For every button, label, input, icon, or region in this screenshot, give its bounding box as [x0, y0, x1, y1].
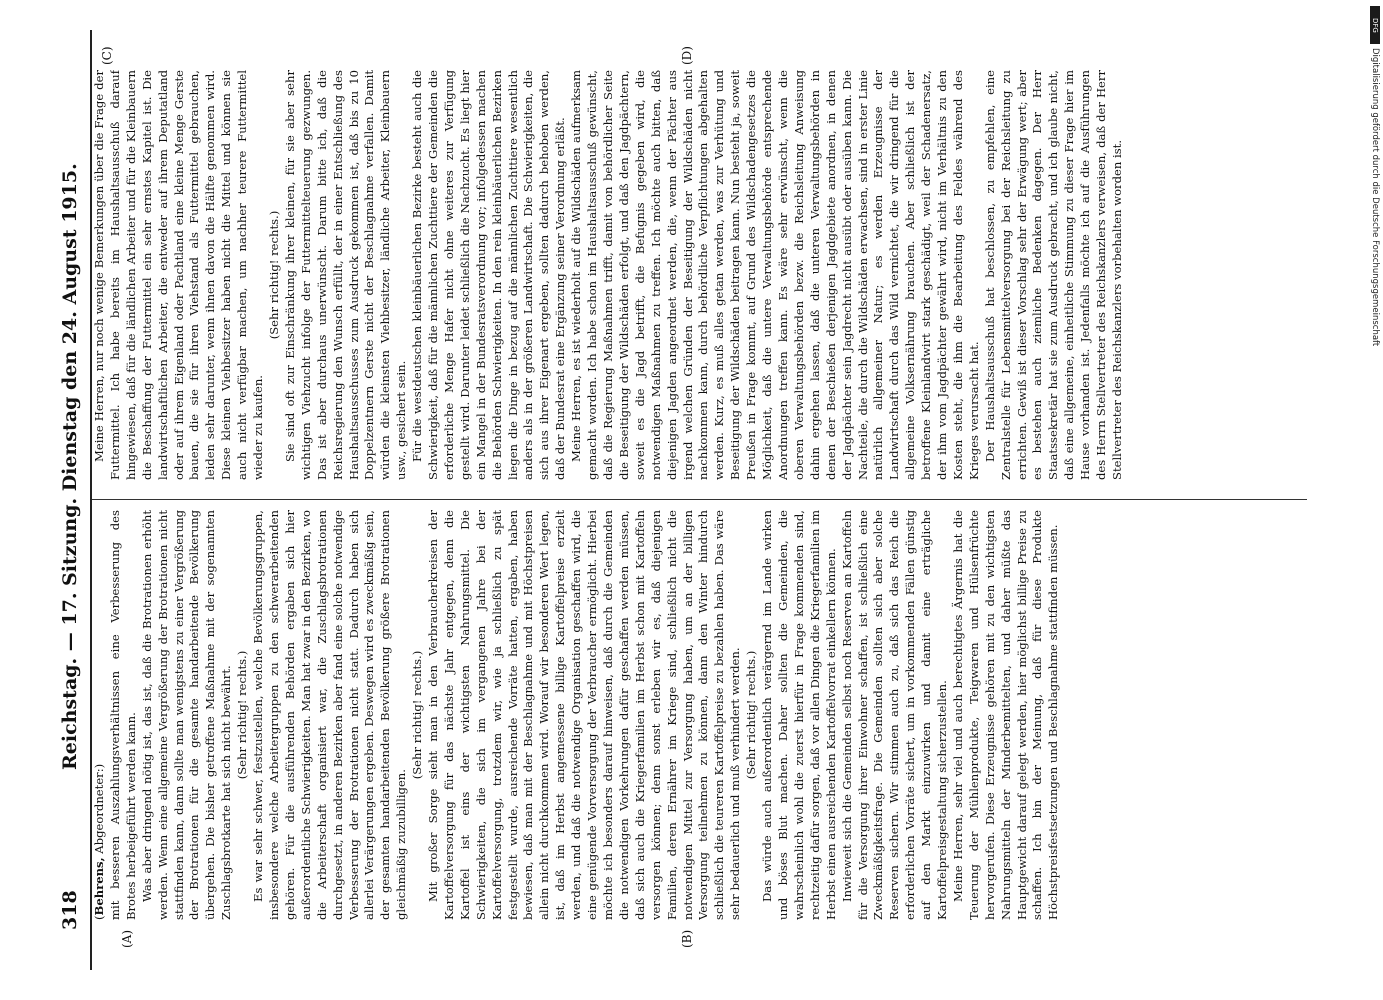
paragraph: Für die westdeutschen kleinbäuerlichen Bezirke besteht auch die Schwierigkeit, daß für die männlichen Zuchttiere der Gemeinden die erforderliche Menge Hafer nicht ohne weiteres zur Verfügung gestellt wird. Darunter leidet schließlich die Nachzucht. Es liegt hier ein Mangel in der Bundesratsverordnung vor; infolgedessen machen die Behörden Schwierigkeiten. In den rein kleinbäuerlichen Bezirken liegen die Dinge in bezug auf die männlichen Zuchttiere wesentlich anders als in der größeren Landwirtschaft. Die Schwierigkeiten, die sich aus ihrer Eigenart ergeben, sollten dadurch behoben werden, daß der Bundesrat eine Ergänzung seiner Verordnung erläßt.: [410, 70, 568, 480]
margin-letter-d: (D): [680, 46, 694, 65]
interjection: (Sehr richtig! rechts.): [410, 650, 425, 780]
column-rule: [92, 499, 1307, 500]
paragraph: Inwieweit sich die Gemeinden selbst noch Reserven an Kartoffeln für die Versorgung ihrer Einwohner schaffen, ist schließlich eine Zweckmäßigkeitsfrage. Die Gemeinden sollten sich aber solche Reserven sichern. Wir stimmen auch zu, daß sich das Reich die erforderlichen Vorräte sichert, um in vorkommenden Fällen günstig auf den Markt einzuwirken und damit eine erträgliche Kartoffelpreisgestaltung sicherzustellen.: [839, 510, 950, 920]
speaker-name: Behrens,: [92, 857, 106, 916]
paragraph: Meine Herren, es ist wiederholt auf die Wildschäden aufmerksam gemacht worden. Ich habe schon im Haushaltsausschuß gewünscht, daß die Regierung Maßnahmen trifft, damit von behördlicher Seite die Beseitigung der Wildschäden erfolgt, und daß den Jagdpächtern, soweit es die Jagd betrifft, die Befugnis gegeben wird, die notwendigen Maßnahmen zu treffen. Ich möchte auch bitten, daß diejenigen Jagden angeordnet werden, die, wenn der Pächter aus irgend welchen Gründen der Beseitigung der Wildschäden nicht nachkommen kann, durch behördliche Verpflichtungen abgehalten werden. Kurz, es muß alles getan werden, was zur Verhütung und Beseitigung der Wildschäden beitragen kann. Nun besteht ja, soweit Preußen in Frage kommt, auf Grund des Wildschadengesetzes die Möglichkeit, daß die untere Verwaltungsbehörde entsprechende Anordnungen treffen kann. Es wäre sehr erwünscht, wenn die oberen Verwaltungsbehörden bezw. die Reichsleitung Anweisung dahin ergehen lassen, daß die unteren Verwaltungsbehörden in denen der Beschießen derjenigen Jagdgebiete anordnen, in denen der Jagdpächter sein Jagdrecht nicht ausübt oder ausüben kann. Die Nachteile, die durch die Wildschäden erwachsen, sind in erster Linie natürlich allgemeiner Natur; es werden Erzeugnisse der Landwirtschaft durch das Wild vernichtet, die wir dringend für die allgemeine Volksernährung brauchen. Aber schließlich ist der betroffene Kleinlandwirt stark geschädigt, weil der Schadenersatz, der ihm vom Jagdpächter gewährt wird, nicht im Verhältnis zu den Kosten steht, die ihm die Bearbeitung des Feldes während des Krieges verursacht hat.: [569, 70, 981, 480]
margin-letter-a: (A): [120, 929, 134, 948]
text-column-right: [92, 70, 1307, 480]
paragraph: Es war sehr schwer, festzustellen, welche Bevölkerungsgruppen, insbesondere welche Arbeitergruppen zu den schwerarbeitenden gehören. Für die ausführenden Behörden ergaben sich hier außerordentliche Schwierigkeiten. Man hat zwar in den Bezirken, wo die Arbeiterschaft organisiert war, die Zuschlagsbrotrationen durchgesetzt, in anderen Bezirken aber fand eine solche notwendige Verbesserung der Brotrationen nicht statt. Dadurch haben sich allerlei Verärgerungen ergeben. Deswegen wird es zweckmäßig sein, der gesamten handarbeitenden Bevölkerung größere Brotrationen gleichmäßig zuzubilligen.: [251, 510, 409, 920]
speaker-line: (Behrens, Abgeordneter:): [92, 763, 106, 920]
paragraph: Der Haushaltsausschuß hat beschlossen, zu empfehlen, eine Zentralstelle für Lebensmittelversorgung bei der Reichsleitung zu errichten. Gewiß ist dieser Vorschlag sehr der Erwägung wert; aber es bestehen auch ziemliche Bedenken dagegen. Der Herr Staatssekretär hat sie zum Ausdruck gebracht, und ich glaube nicht, daß eine allgemeine, einheitliche Stimmung zu dieser Frage hier im Hause vorhanden ist. Jedenfalls möchte ich auf die Ausführungen des Herrn Stellvertreter des Reichskanzlers verweisen, daß der Herr Stellvertreter des Reichskanzlers vorbehalten worden ist.: [982, 70, 1124, 480]
paragraph: Sie sind oft zur Einschränkung ihrer kleinen, für sie aber sehr wichtigen Viehzucht infolge der Futtermittelteuerung gezwungen. Das ist aber durchaus unerwünscht. Darum bitte ich, daß die Reichsregierung den Wunsch erfüllt, der in einer Entschließung des Haushaltsausschusses zum Ausdruck gekommen ist, daß bis zu 10 Doppelzentnern Gerste nicht der Beschlagnahme verfallen. Damit würden die kleinsten Viehbesitzer, ländliche Arbeiter, Kleinbauern usw., gesichert sein.: [282, 70, 409, 480]
paragraph: Das würde auch außerordentlich verärgernd im Lande wirken und böses Blut machen. Daher sollten die Gemeinden, die wahrscheinlich wohl die zuerst hierfür in Frage kommenden sind, rechtzeitig dafür sorgen, daß vor allen Dingen die Kriegerfamilien im Herbst einen ausreichenden Kartoffelvorrat einkellern können.: [760, 510, 838, 920]
paragraph: Mit großer Sorge sieht man in den Verbraucherkreisen der Kartoffelversorgung für das nächste Jahr entgegen, denn die Kartoffel ist eins der wichtigsten Nahrungsmittel. Die Schwierigkeiten, die sich im vergangenen Jahre bei der Kartoffelversorgung, trotzdem wir, wie ja schließlich zu spät festgestellt wurde, ausreichende Vorräte hatten, ergaben, haben bewiesen, daß man mit der Beschlagnahme und mit Höchstpreisen allein nicht durchkommen wird. Worauf wir besonderen Wert legen, ist, daß im Herbst angemessene billige Kartoffelpreise erzielt werden, und daß die notwendige Organisation geschaffen wird, die eine genügende Vorversorgung der Verbraucher ermöglicht. Hierbei möchte ich besonders darauf hinweisen, daß durch die Gemeinden die notwendigen Vorkehrungen dafür geschaffen werden müssen, daß sich auch die Kriegerfamilien im Herbst schon mit Kartoffeln versorgen können; denn sonst erleben wir es, daß diejenigen Familien, deren Ernährer im Kriege sind, schließlich nicht die notwendigen Mittel zur Versorgung haben, um an der billigen Versorgung teilnehmen zu können, dann den Winter hindurch schließlich die teureren Kartoffelpreise zu bezahlen haben. Das wäre sehr bedauerlich und muß verhindert werden.: [426, 510, 743, 920]
paragraph: Was aber dringend nötig ist, das ist, daß die Brotrationen erhöht werden. Wenn eine allgemeine Vergrößerung der Brotrationen nicht stattfinden kann, dann sollte man wenigstens zu einer Vergrößerung der Brotrationen für die gesamte handarbeitende Bevölkerung übergehen. Die bisher getroffene Maßnahme mit der sogenannten Zuschlagsbrotkarte hat sich nicht bewährt.: [139, 510, 234, 920]
dfg-badge: DFG: [1370, 6, 1380, 44]
interjection: (Sehr richtig! rechts.): [266, 210, 281, 340]
page-number: 318: [59, 890, 81, 930]
running-header: [50, 30, 92, 970]
paragraph: Meine Herren, nur noch wenige Bemerkungen über die Frage der Futtermittel. Ich habe bereits im Haushaltsausschuß darauf hingewiesen, daß für die ländlichen Arbeiter und für die Kleinbauern die Beschaffung der Futtermittel ein sehr ernstes Kapitel ist. Die landwirtschaftlichen Arbeiter, die entweder auf ihrem Deputatland oder auf ihrem Eigenland oder Pachtland eine kleine Menge Gerste bauen, die sie für ihren Viehstand als Futtermittel gebrauchen, leiden sehr darunter, wenn ihnen davon die Hälfte genommen wird. Diese kleinen Viehbesitzer haben nicht die Mittel und können sie auch nicht verfügbar machen, um nachher teurere Futtermittel wieder zu kaufen.: [92, 70, 266, 480]
paragraph: mit besseren Auszahlungsverhältnissen eine Verbesserung des Brotes herbeigeführt werden kann.: [107, 510, 138, 920]
digitization-credit: Digitalisierung gefördert durch die Deutsche Forschungsgemeinschaft: [1370, 48, 1380, 347]
text-column-left: [92, 510, 1307, 920]
margin-letter-b: (B): [680, 929, 694, 948]
interjection: (Sehr richtig! rechts.): [235, 650, 250, 780]
interjection: (Sehr richtig! rechts.): [744, 650, 759, 780]
paragraph: Meine Herren, sehr viel und auch berechtigtes Ärgernis hat die Teuerung der Mühlenprodukte, Teigwaren und Hülsenfrüchte hervorgerufen. Diese Erzeugnisse gehören mit zu den wichtigsten Nahrungsmitteln der Minderbemittelten, und daher müßte das Hauptgewicht darauf gelegt werden, hier möglichst billige Preise zu schaffen. Ich bin der Meinung, daß für diese Produkte Höchstpreisfestsetzungen und Beschlagnahme stattfinden müssen.: [950, 510, 1061, 920]
margin-letter-c: (C): [100, 46, 114, 65]
running-title: Reichstag. — 17. Sitzung. Dienstag den 24. August 1915.: [59, 163, 81, 770]
speaker-role: Abgeordneter:: [92, 768, 106, 854]
